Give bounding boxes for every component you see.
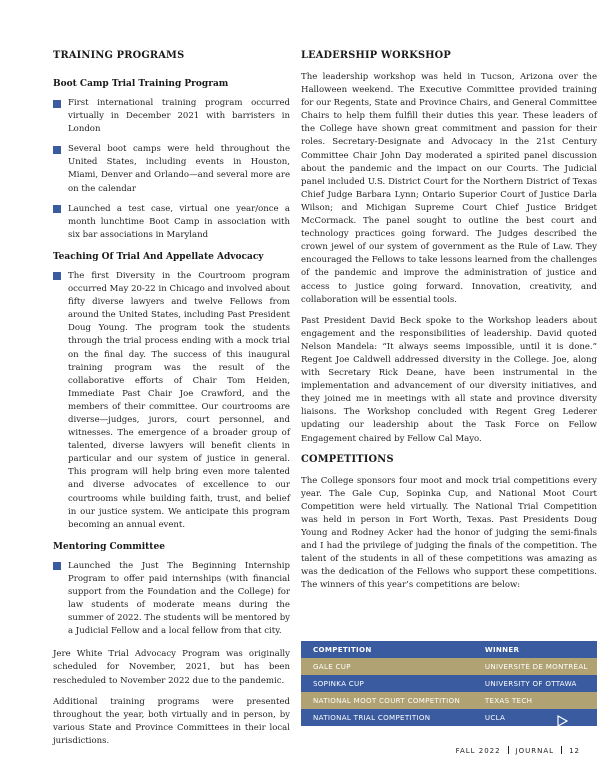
- table-cell: UNIVERSITY OF OTTAWA: [484, 679, 577, 688]
- square-bullet-icon: [53, 205, 61, 213]
- column-header: COMPETITION: [313, 645, 372, 654]
- paragraph-additional-programs: Additional training programs were presented throughout the year, both virtually and in person, by various State and Province Committees in their local jurisdictions.: [53, 696, 290, 746]
- left-column: [53, 50, 290, 748]
- column-header: WINNER: [484, 645, 520, 654]
- table-cell: TEXAS TECH: [484, 696, 533, 705]
- subheading-mentoring: Mentoring Committee: [53, 541, 165, 552]
- list-item: Launched the Just The Beginning Internship Program to offer paid internships (with financial support from the Foundation and the College) for law students of moderate means during the summer of 2022. The students will be mentored by a Judicial Fellow and a local fellow from that city.: [53, 560, 290, 639]
- footer-divider: [508, 746, 509, 754]
- square-bullet-icon: [53, 272, 61, 280]
- right-column: [301, 50, 597, 592]
- table-row: [301, 692, 597, 709]
- list-item: First international training program occurred virtually in December 2021 with barristers in London: [53, 97, 290, 136]
- table-cell: UCLA: [484, 713, 506, 722]
- list-item: Launched a test case, virtual one year/once a month lunchtime Boot Camp in association with six bar associations in Maryland: [53, 203, 290, 242]
- table-header-row: [301, 641, 597, 658]
- table-row: [301, 675, 597, 692]
- table-cell: NATIONAL TRIAL COMPETITION: [313, 713, 431, 722]
- section-heading-training: TRAINING PROGRAMS: [53, 50, 185, 61]
- list-item: Several boot camps were held throughout the United States, including events in Houston, Miami, Denver and Orlando—and several more are on the calendar: [53, 143, 290, 195]
- table-cell: GALE CUP: [313, 662, 351, 671]
- square-bullet-icon: [53, 146, 61, 154]
- square-bullet-icon: [53, 100, 61, 108]
- play-arrow-icon[interactable]: [556, 715, 568, 727]
- page-number: 12: [569, 747, 580, 755]
- section-heading-competitions: COMPETITIONS: [301, 453, 394, 465]
- table-cell: SOPINKA CUP: [313, 679, 365, 688]
- subheading-trial-appellate: Teaching Of Trial And Appellate Advocacy: [53, 251, 264, 262]
- competition-winners-table: [301, 641, 597, 726]
- mentoring-list: [53, 560, 290, 639]
- list-item: The first Diversity in the Courtroom program occurred May 20-22 in Chicago and involved about fifty diverse lawyers and twelve Fellows from around the United States, including Past President Doug Young. The program took the students through the trial process ending with a mock trial on the final day. The success of this inaugural training program was the result of the collaborative efforts of Chair Tom Heiden, Immediate Past Chair Joe Crawford, and the members of their committee. Our courtrooms are diverse—judges, jurors, court personnel, and witnesses. The emergence of a broader group of talented, diverse lawyers will benefit clients in particular and our system of justice in general. This program will help bring even more talented and diverse advocates of excellence to our courtrooms while building faith, trust, and belief in our justice system. We anticipate this program becoming an annual event.: [53, 270, 290, 532]
- footer-divider: [561, 746, 562, 754]
- section-heading-leadership: LEADERSHIP WORKSHOP: [301, 50, 451, 61]
- table-cell: UNIVERSITÉ DE MONTRÉAL: [484, 662, 588, 671]
- paragraph-leadership-1: The leadership workshop was held in Tucson, Arizona over the Halloween weekend. The Executive Committee provided training for our Regents, State and Province Chairs, and General Committee Chairs to help them fulfill their duties this year. These leaders of the College have shown great commitment and passion for their roles. Secretary-Designate and Advocacy in the 21st Century Committee Chair John Day moderated a spirited panel discussion about the pandemic and the impact on our Courts. The Judicial panel included U.S. District Court for the Northern District of Texas Chief Judge Barbara Lynn; Ontario Superior Court of Justice Darla Wilson; and Michigan Supreme Court Chief Justice Bridget McCormack. The panel sought to outline the best court and technology practices going forward. The Judges described the crown jewel of our system of government as the Rule of Law. They encouraged the Fellows to take lessons learned from the challenges of the pandemic and improve the administration of justice and access to justice going forward. Innovation, creativity, and collaboration will be essential tools.: [301, 72, 597, 305]
- trial-appellate-list: [53, 270, 290, 532]
- paragraph-competitions: The College sponsors four moot and mock trial competitions every year. The Gale Cup, Sopinka Cup, and National Moot Court Competition were held virtually. The National Trial Competition was held in person in Fort Worth, Texas. Past Presidents Doug Young and Rodney Acker had the honor of judging the semi-finals and I had the privilege of judging the finals of the competition. The talent of the students in all of these competitions was amazing as was the dedication of the Fellows who support these competitions. The winners of this year’s competitions are below:: [301, 475, 597, 591]
- table-row: [301, 658, 597, 675]
- footer-season: FALL 2022: [455, 747, 501, 755]
- footer-publication: JOURNAL: [515, 747, 555, 755]
- subheading-boot-camp: Boot Camp Trial Training Program: [53, 79, 229, 89]
- table-cell: NATIONAL MOOT COURT COMPETITION: [313, 696, 461, 705]
- paragraph-jere-white: Jere White Trial Advocacy Program was originally scheduled for November, 2021, but has been rescheduled to November 2022 due to the pandemic.: [53, 649, 290, 686]
- square-bullet-icon: [53, 562, 61, 570]
- paragraph-leadership-2: Past President David Beck spoke to the Workshop leaders about engagement and the responsibilities of leadership. David quoted Nelson Mandela: “It always seems impossible, until it is done.” Regent Joe Caldwell addressed diversity in the College. Joe, along with Secretary Rick Deane, have been instrumental in the implementation and advancement of our diversity initiatives, and they joined me in meetings with all state and province diversity liaisons. The Workshop concluded with Regent Greg Lederer updating our leadership about the Task Force on Fellow Engagement chaired by Fellow Cal Mayo.: [301, 315, 597, 444]
- table-row: [301, 709, 597, 726]
- boot-camp-list: [53, 97, 290, 242]
- page-footer: [380, 746, 580, 755]
